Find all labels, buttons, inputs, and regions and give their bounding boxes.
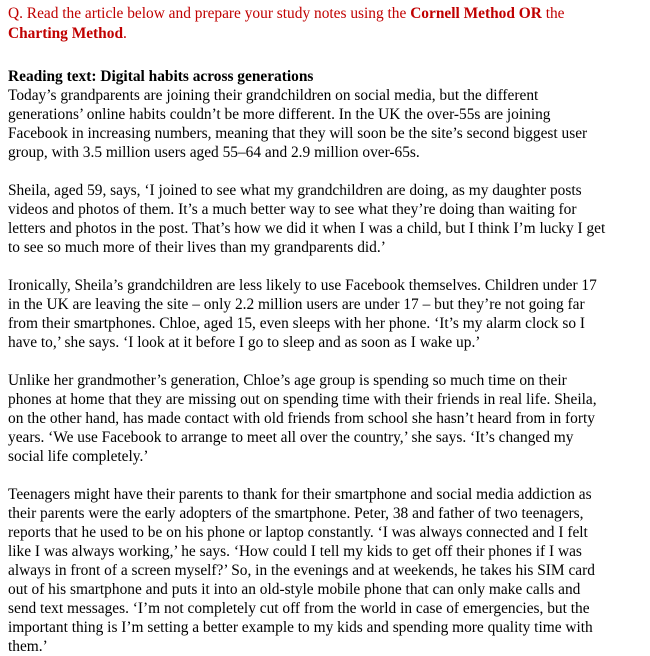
text-line: group, with 3.5 million users aged 55–64 and 2.9 million over-65s. bbox=[8, 144, 420, 161]
text-line: Teenagers might have their parents to thank for their smartphone and social media addiction as bbox=[8, 486, 592, 503]
text-line: reports that he used to be on his phone or laptop constantly. ‘I was always connected and I felt bbox=[8, 524, 588, 541]
article-body bbox=[8, 86, 644, 656]
text-line: them.’ bbox=[8, 638, 48, 655]
text-line: to see so much more of their lives than my grandparents did.’ bbox=[8, 239, 386, 256]
question-suffix: . bbox=[123, 24, 127, 42]
question-prefix: Q. Read the article below and prepare your study notes using the bbox=[8, 5, 411, 22]
text-line: years. ‘We use Facebook to arrange to meet all over the country,’ she says. ‘It’s changed my bbox=[8, 429, 574, 446]
article-paragraph bbox=[8, 371, 644, 466]
article-paragraph bbox=[8, 485, 644, 656]
text-line: important thing is I’m setting a better example to my kids and spending more quality time with bbox=[8, 619, 593, 636]
text-line: videos and photos of them. It’s a much better way to see what they’re doing than waiting for bbox=[8, 201, 577, 218]
text-line: Sheila, aged 59, says, ‘I joined to see what my grandchildren are doing, as my daughter posts bbox=[8, 182, 582, 199]
text-line: letters and photos in the post. That’s how we did it when I was a child, but I think I’m lucky I get bbox=[8, 220, 606, 237]
text-line: Today’s grandparents are joining their grandchildren on social media, but the different bbox=[8, 87, 539, 104]
text-line: send text messages. ‘I’m not completely cut off from the world in case of emergencies, but the bbox=[8, 600, 590, 617]
text-line: generations’ online habits couldn’t be more different. In the UK the over-55s are joining bbox=[8, 106, 551, 123]
text-line: in the UK are leaving the site – only 2.2 million users are under 17 – but they’re not going far bbox=[8, 296, 585, 313]
article-paragraph bbox=[8, 276, 644, 352]
question-middle: the bbox=[541, 5, 565, 22]
article-paragraph bbox=[8, 181, 644, 257]
text-line: their parents were the early adopters of the smartphone. Peter, 38 and father of two teenagers, bbox=[8, 505, 584, 522]
text-line: have to,’ she says. ‘I look at it before I go to sleep and as soon as I wake up.’ bbox=[8, 334, 481, 351]
text-line: on the other hand, has made contact with old friends from school she hasn’t heard from in forty bbox=[8, 410, 595, 427]
article-paragraph bbox=[8, 86, 644, 162]
text-line: from their smartphones. Chloe, aged 15, even sleeps with her phone. ‘It’s my alarm clock so I bbox=[8, 315, 585, 332]
cornell-method-label: Cornell Method OR bbox=[410, 5, 542, 22]
text-line: like I was always working,’ he says. ‘How could I tell my kids to get off their phones if I was bbox=[8, 543, 582, 560]
text-line: social life completely.’ bbox=[8, 448, 149, 465]
text-line: always in front of a screen myself?’ So, in the evenings and at weekends, he takes his SIM card bbox=[8, 562, 595, 579]
text-line: out of his smartphone and puts it into an old-style mobile phone that can only make calls and bbox=[8, 581, 581, 598]
question-instruction bbox=[8, 4, 644, 43]
charting-method-label: Charting Method bbox=[8, 24, 124, 42]
text-line: phones at home that they are missing out on spending time with their friends in real life. Sheila, bbox=[8, 391, 597, 408]
text-line: Ironically, Sheila’s grandchildren are less likely to use Facebook themselves. Children under 17 bbox=[8, 277, 597, 294]
text-line: Facebook in increasing numbers, meaning that they will soon be the site’s second biggest user bbox=[8, 125, 588, 142]
article-heading: Reading text: Digital habits across generations bbox=[8, 68, 314, 85]
text-line: Unlike her grandmother’s generation, Chloe’s age group is spending so much time on their bbox=[8, 372, 567, 389]
